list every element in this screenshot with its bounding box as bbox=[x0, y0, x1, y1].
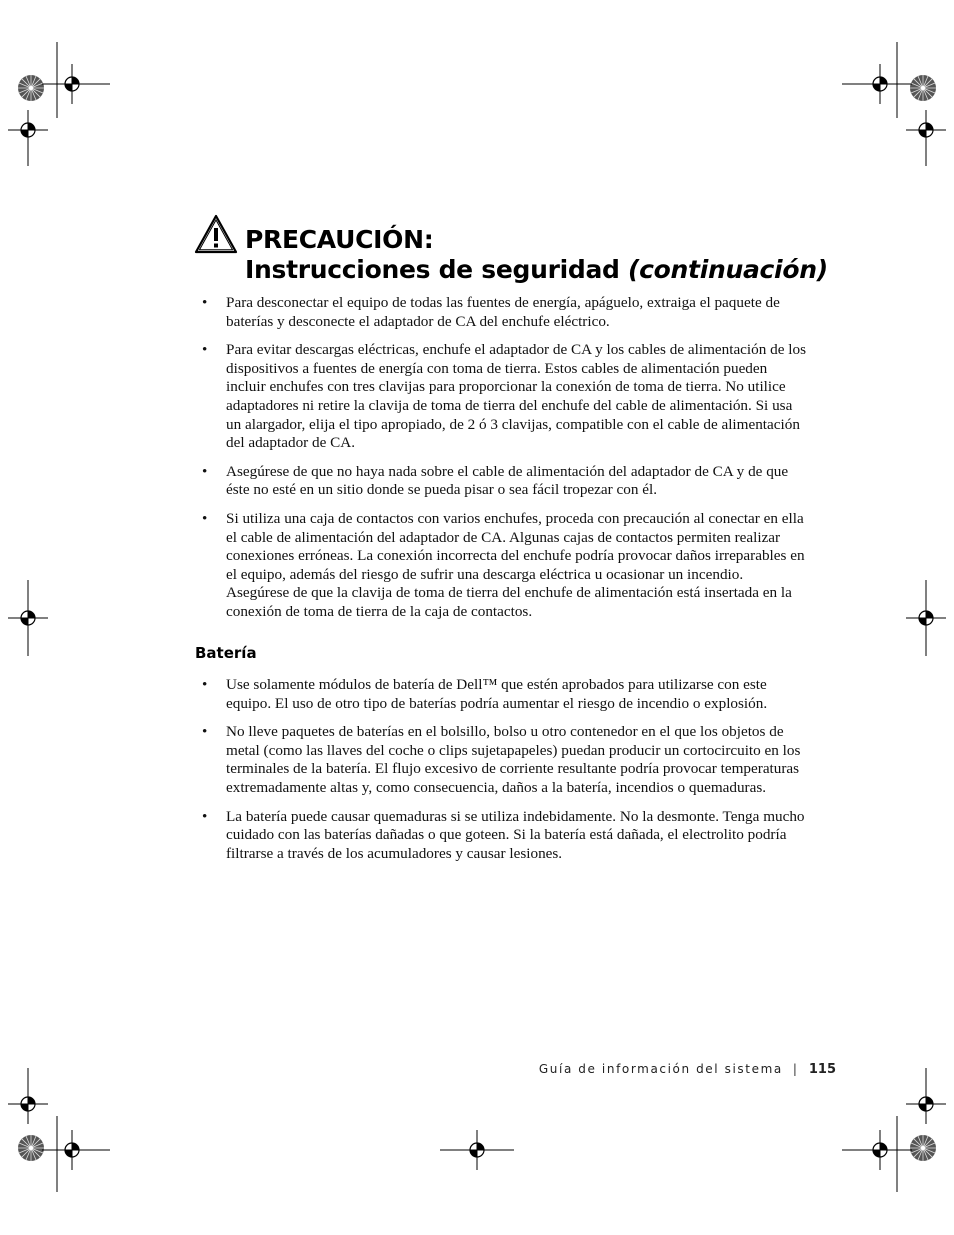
bullet: • bbox=[202, 723, 208, 741]
registration-mark-icon bbox=[906, 598, 946, 638]
safety-content bbox=[196, 294, 806, 873]
list-item-text: No lleve paquetes de baterías en el bolsillo, bolso u otro contenedor en el que los objetos de metal (como las llaves del coche o clips sujetapapeles) puedan producir un cortocircuito en los terminales de la batería. El flujo excesivo de corriente resultante podría provocar temperaturas extremadamente altas y, como consecuencia, daños a la batería, incendios o quemaduras. bbox=[226, 723, 801, 797]
list-item-text: Use solamente módulos de batería de Dell™ que estén aprobados para utilizarse con este equipo. El uso de otro tipo de baterías podría aumentar el riesgo de incendio o explosión. bbox=[226, 676, 768, 712]
bullet: • bbox=[202, 509, 208, 527]
general-safety-list bbox=[196, 294, 806, 622]
registration-mark-icon bbox=[906, 110, 946, 150]
bullet: • bbox=[202, 294, 208, 311]
list-item bbox=[196, 510, 806, 622]
list-item-text: La batería puede causar quemaduras si se utiliza indebidamente. No la desmonte. Tenga mucho cuidado con las baterías dañadas o que goteen. Si la batería está dañada, el electrolito podría filtrarse a través de los acumuladores y causar lesiones. bbox=[226, 807, 805, 862]
registration-mark-icon bbox=[860, 64, 900, 104]
title-continuation: (continuación) bbox=[628, 255, 828, 284]
list-item-text: Para desconectar el equipo de todas las fuentes de energía, apáguelo, extraiga el paquete de baterías y desconecte el adaptador de CA del enchufe eléctrico. bbox=[226, 294, 780, 330]
page-footer bbox=[539, 1062, 836, 1077]
list-item bbox=[196, 723, 806, 797]
list-item bbox=[196, 676, 806, 713]
registration-mark-icon bbox=[8, 598, 48, 638]
page-number: 115 bbox=[808, 1062, 836, 1077]
battery-safety-list bbox=[196, 676, 806, 863]
bullet: • bbox=[202, 807, 208, 825]
bullet: • bbox=[202, 462, 208, 480]
registration-mark-icon bbox=[52, 1130, 92, 1170]
registration-mark-icon bbox=[8, 110, 48, 150]
title-safety-text: Instrucciones de seguridad bbox=[245, 255, 620, 284]
registration-mark-icon bbox=[8, 1084, 48, 1124]
list-item-text: Si utiliza una caja de contactos con varios enchufes, proceda con precaución al conectar en ella el cable de alimentación del adaptador de CA. Algunas cajas de contactos permiten realizar conexiones erróneas. La conexión incorrecta del enchufe podría provocar daños irreparables en el equipo, además del riesgo de sufrir una descarga eléctrica u ocasionar un incendio. Asegúrese de que la clavija de toma de tierra del enchufe de alimentación está insertada en la conexión de toma de tierra de la caja de contactos. bbox=[226, 509, 805, 620]
bullet: • bbox=[202, 676, 208, 694]
list-item bbox=[196, 294, 806, 331]
registration-mark-icon bbox=[52, 64, 92, 104]
footer-guide-title: Guía de información del sistema bbox=[538, 1062, 783, 1076]
registration-star-icon bbox=[910, 1135, 936, 1161]
title-precaution: PRECAUCIÓN: bbox=[245, 225, 434, 254]
list-item bbox=[196, 341, 806, 453]
page-title bbox=[245, 225, 828, 285]
list-item bbox=[196, 463, 806, 500]
title-safety-instructions bbox=[245, 255, 828, 285]
list-item-text: Asegúrese de que no haya nada sobre el cable de alimentación del adaptador de CA y de que éste no esté en un sitio donde se pueda pisar o sea fácil tropezar con él. bbox=[226, 462, 789, 499]
registration-mark-icon bbox=[860, 1130, 900, 1170]
battery-section-title: Batería bbox=[195, 643, 257, 662]
registration-star-icon bbox=[18, 75, 44, 101]
list-item bbox=[196, 808, 806, 864]
registration-mark-icon bbox=[457, 1130, 497, 1170]
registration-mark-icon bbox=[906, 1084, 946, 1124]
bullet: • bbox=[202, 341, 208, 359]
warning-triangle-icon bbox=[194, 214, 238, 254]
registration-star-icon bbox=[910, 75, 936, 101]
list-item-text: Para evitar descargas eléctricas, enchufe el adaptador de CA y los cables de alimentación de los dispositivos a fuentes de energía con toma de tierra. Estos cables de alimentación pueden incluir enchufes con tres clavijas para proporcionar la conexión de toma de tierra. No utilice adaptadores ni retire la clavija de toma de tierra del enchufe del cable de alimentación. Si usa un alargador, elija el tipo apropiado, de 2 ó 3 clavijas, compatible con el cable de alimentación del adaptador de CA. bbox=[226, 341, 806, 452]
footer-separator: | bbox=[792, 1062, 797, 1076]
registration-star-icon bbox=[18, 1135, 44, 1161]
